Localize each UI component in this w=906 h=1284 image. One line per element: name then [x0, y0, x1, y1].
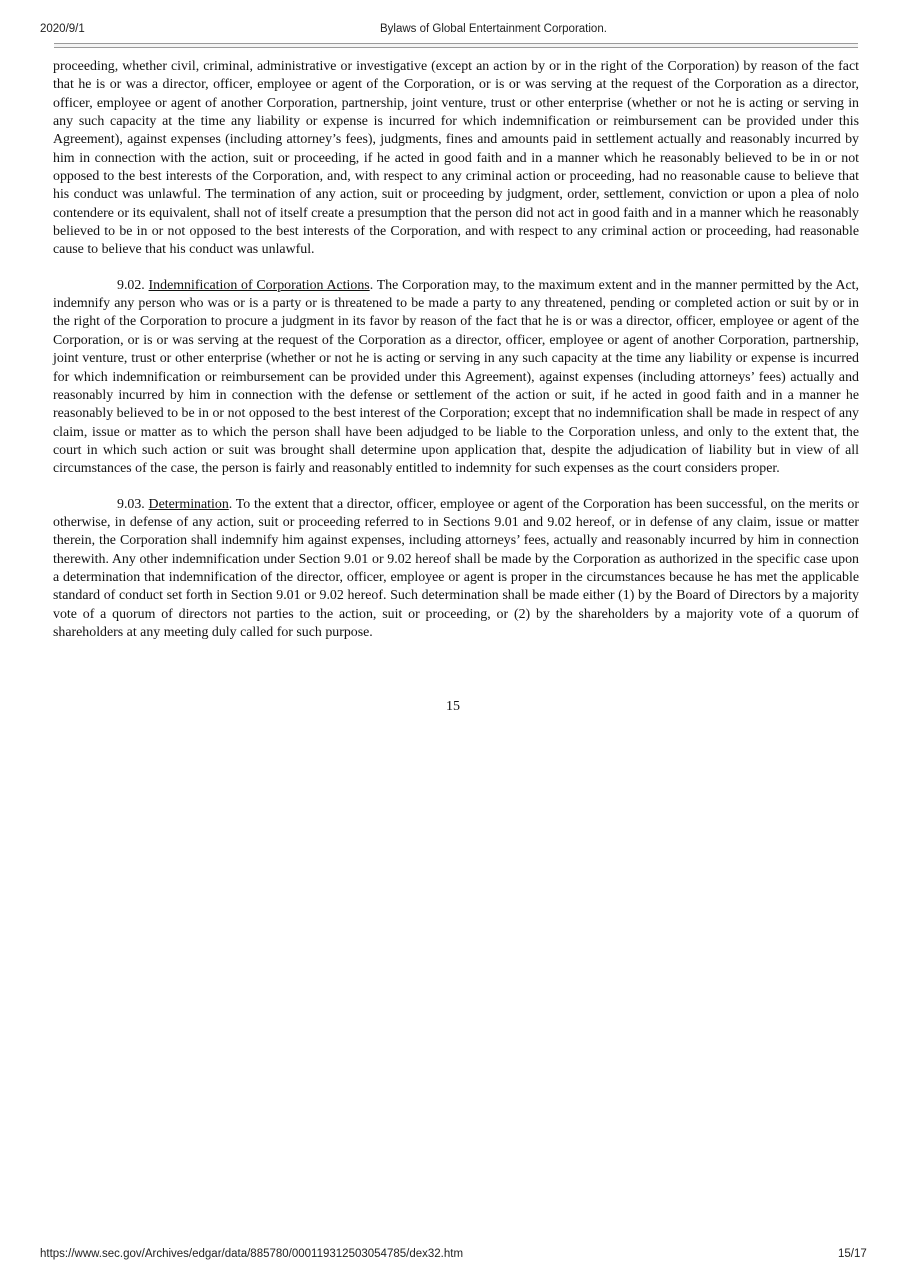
- paragraph-continuation: proceeding, whether civil, criminal, administrative or investigative (except an action by or in the right of the Corporation) by reason of the fact that he is or was a director, officer, employee or agent of the Corporation, or is or was serving at the request of the Corporation as a director, officer, employee or agent of another Corporation, partnership, joint venture, trust or other enterprise (whether or not he is acting or serving in any such capacity at the time any liability or expense is incurred for which indemnification or reimbursement can be provided under this Agreement), against expenses (including attorney’s fees), judgments, fines and amounts paid in settlement actually and reasonably incurred by him in connection with the action, suit or proceeding, if he acted in good faith and in a manner which he reasonably believed to be in or not opposed to the best interests of the Corporation, and, with respect to any criminal action or proceeding, had no reasonable cause to believe that his conduct was unlawful. The termination of any action, suit or proceeding by judgment, order, settlement, conviction or upon a plea of nolo contendere or its equivalent, shall not of itself create a presumption that the person did not act in good faith and in a manner which he reasonably believed to be in or not opposed to the best interests of the Corporation, and with respect to any criminal action or proceeding, had reasonable cause to believe that his conduct was unlawful.: [53, 59, 859, 258]
- section-9-02: [53, 277, 859, 479]
- source-url[interactable]: https://www.sec.gov/Archives/edgar/data/885780/000119312503054785/dex32.htm: [40, 1248, 464, 1260]
- document-body: [53, 58, 859, 659]
- section-heading: Indemnification of Corporation Actions: [148, 277, 370, 293]
- section-text: . To the extent that a director, officer, employee or agent of the Corporation has been successful, on the merits or otherwise, in defense of any action, suit or proceeding referred to in Sections 9.01 and 9.02 hereof, or in defense of any claim, issue or matter therein, the Corporation shall indemnify him against expenses, including attorneys’ fees, actually and reasonably incurred by him in connection therewith. Any other indemnification under Section 9.01 or 9.02 hereof shall be made by the Corporation as authorized in the specific case upon a determination that indemnification of the director, officer, employee or agent is proper in the circumstances because he has met the applicable standard of conduct set forth in Section 9.01 or 9.02 hereof. Such determination shall be made either (1) by the Board of Directors by a majority vote of a quorum of directors not parties to the action, suit or proceeding, or (2) by the shareholders by a majority vote of a quorum of shareholders at any meeting duly called for such purpose.: [53, 496, 859, 640]
- section-text: . The Corporation may, to the maximum extent and in the manner permitted by the Act, indemnify any person who was or is a party or is threatened to be made a party to any threatened, pending or completed action or suit by or in the right of the Corporation to procure a judgment in its favor by reason of the fact that he is or was a director, officer, employee or agent of the Corporation, or is or was serving at the request of the Corporation as a director, officer, employee or agent of another Corporation, partnership, joint venture, trust or other enterprise (whether or not he is acting or serving in any such capacity at the time any liability or expense is incurred for which indemnification or reimbursement can be provided under this Agreement), against expenses (including attorneys’ fees) actually and reasonably incurred by him in connection with the defense or settlement of the action or suit, if he acted in good faith and in a manner he reasonably believed to be in or not opposed to the best interest of the Corporation; except that no indemnification shall be made in respect of any claim, issue or matter as to which the person shall have been adjudged to be liable to the Corporation unless, and only to the extent that, the court in which such action or suit was brought shall determine upon application that, despite the adjudication of liability but in view of all circumstances of the case, the person is fairly and reasonably entitled to indemnity for such expenses as the court considers proper.: [53, 277, 859, 477]
- section-heading: Determination: [148, 496, 229, 512]
- page-counter: 15/17: [838, 1248, 867, 1260]
- section-number: 9.02.: [117, 277, 145, 293]
- print-date: 2020/9/1: [40, 23, 85, 35]
- page-number: 15: [446, 699, 460, 714]
- document-title: Bylaws of Global Entertainment Corporation.: [380, 23, 607, 35]
- section-9-03: [53, 496, 859, 643]
- section-number: 9.03.: [117, 496, 145, 512]
- header-divider: [54, 43, 858, 48]
